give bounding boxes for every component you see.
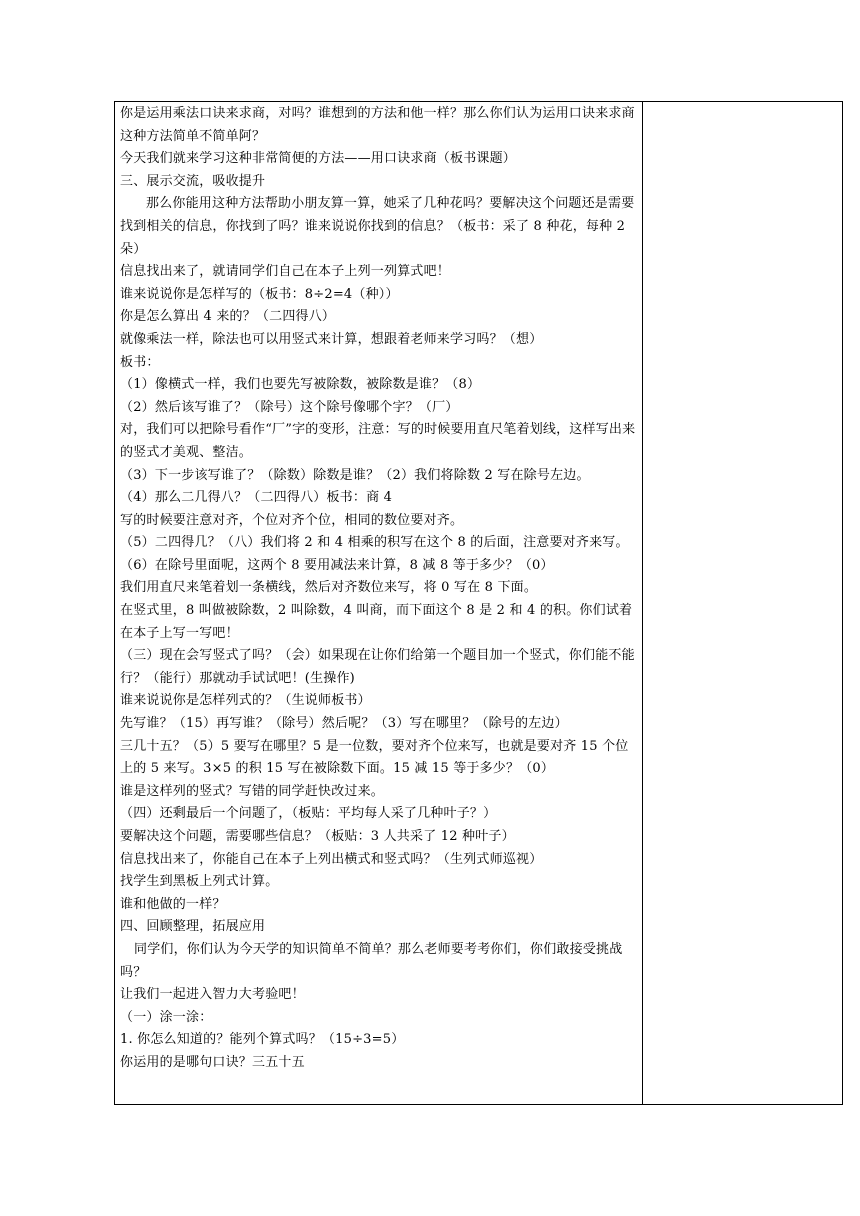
text-line: 板书： xyxy=(120,354,160,370)
text-line: 在竖式里，8 叫做被除数，2 叫除数，4 叫商，而下面这个 8 是 2 和 4 的积。你们试着在本子上写一写吧！ xyxy=(120,603,633,641)
text-line: 写的时候要注意对齐，个位对齐个位，相同的数位要对齐。 xyxy=(120,512,464,528)
text-line: 我们用直尺来笔着划一条横线，然后对齐数位来写，将 0 写在 8 下面。 xyxy=(120,580,538,596)
text-line: （4）那么二几得八？（二四得八）板书：商 4 xyxy=(120,490,393,506)
text-line: 那么你能用这种方法帮助小朋友算一算，她采了几种花吗？要解决这个问题还是需要找到相关的信息，你找到了吗？谁来说说你找到的信息？（板书：采了 8 种花，每种 2 朵） xyxy=(120,196,635,257)
text-line: 对，我们可以把除号看作“厂”字的变形，注意：写的时候要用直尺笔着划线，这样写出来的竖式才美观、整洁。 xyxy=(120,422,636,460)
text-line: 谁来说说你是怎样写的（板书：8÷2=4（种）） xyxy=(120,286,399,302)
text-line: （三）现在会写竖式了吗？（会）如果现在让你们给第一个题目加一个竖式，你们能不能行？（能行）那就动手试试吧！(生操作) xyxy=(120,648,635,686)
text-line: （5）二四得几？（八）我们将 2 和 4 相乘的积写在这个 8 的后面，注意要对齐来写。 xyxy=(120,535,629,551)
teaching-process-cell xyxy=(115,102,643,1105)
text-line: （6）在除号里面呢，这两个 8 要用减法来计算，8 减 8 等于多少？（0） xyxy=(120,557,554,573)
text-line: 三几十五？（5）5 要写在哪里？5 是一位数，要对齐个位来写，也就是要对齐 15 个位上的 5 来写。3×5 的积 15 写在被除数下面。15 减 15 等于多少？（0） xyxy=(120,738,629,777)
text-line: 要解决这个问题，需要哪些信息？（板贴：3 人共采了 12 种叶子） xyxy=(120,829,515,844)
teaching-process-text xyxy=(115,102,642,1075)
text-line: 你是运用乘法口诀来求商，对吗？谁想到的方法和他一样？那么你们认为运用口诀来求商这种方法简单不简单阿？ xyxy=(120,106,635,144)
lesson-plan-table xyxy=(114,101,843,1105)
text-line: （2）然后该写谁了？（除号）这个除号像哪个字？（厂） xyxy=(120,399,459,415)
text-line: 就像乘法一样，除法也可以用竖式来计算，想跟着老师来学习吗？（想） xyxy=(120,331,543,347)
text-line: 让我们一起进入智力大考验吧！ xyxy=(120,987,305,1003)
text-line: 今天我们就来学习这种非常简便的方法——用口诀求商（板书课题） xyxy=(120,151,517,167)
text-line: 谁是这样列的竖式？写错的同学赶快改过来。 xyxy=(120,783,385,799)
text-line: （1）像横式一样，我们也要先写被除数，被除数是谁？（8） xyxy=(120,377,481,393)
text-line: 谁和他做的一样？ xyxy=(120,896,226,912)
text-line: 四、回顾整理，拓展应用 xyxy=(120,919,266,935)
text-line: 1. 你怎么知道的？能列个算式吗？（15÷3=5） xyxy=(120,1032,405,1048)
text-line: 先写谁？（15）再写谁？（除号）然后呢？（3）写在哪里？（除号的左边） xyxy=(120,716,568,732)
table-row xyxy=(115,102,843,1105)
text-line: 信息找出来了，你能自己在本子上列出横式和竖式吗？（生列式师巡视） xyxy=(120,851,543,867)
text-line: 你运用的是哪句口诀？三五十五 xyxy=(120,1054,305,1070)
text-line: 你是怎么算出 4 来的？（二四得八） xyxy=(120,309,336,325)
text-line: 同学们，你们认为今天学的知识简单不简单？那么老师要考考你们，你们敢接受挑战吗？ xyxy=(120,941,623,980)
text-line: 谁来说说你是怎样列式的？（生说师板书） xyxy=(120,693,371,709)
text-line: （3）下一步该写谁了？（除数）除数是谁？（2）我们将除数 2 写在除号左边。 xyxy=(120,467,590,483)
text-line: 找学生到黑板上列式计算。 xyxy=(120,874,279,890)
text-line: 信息找出来了，就请同学们自己在本子上列一列算式吧！ xyxy=(120,264,451,280)
text-line: 三、展示交流，吸收提升 xyxy=(120,173,266,189)
text-line: （四）还剩最后一个问题了，（板贴：平均每人采了几种叶子？） xyxy=(120,806,497,822)
text-line: （一）涂一涂： xyxy=(120,1009,213,1025)
notes-cell xyxy=(643,102,843,1105)
